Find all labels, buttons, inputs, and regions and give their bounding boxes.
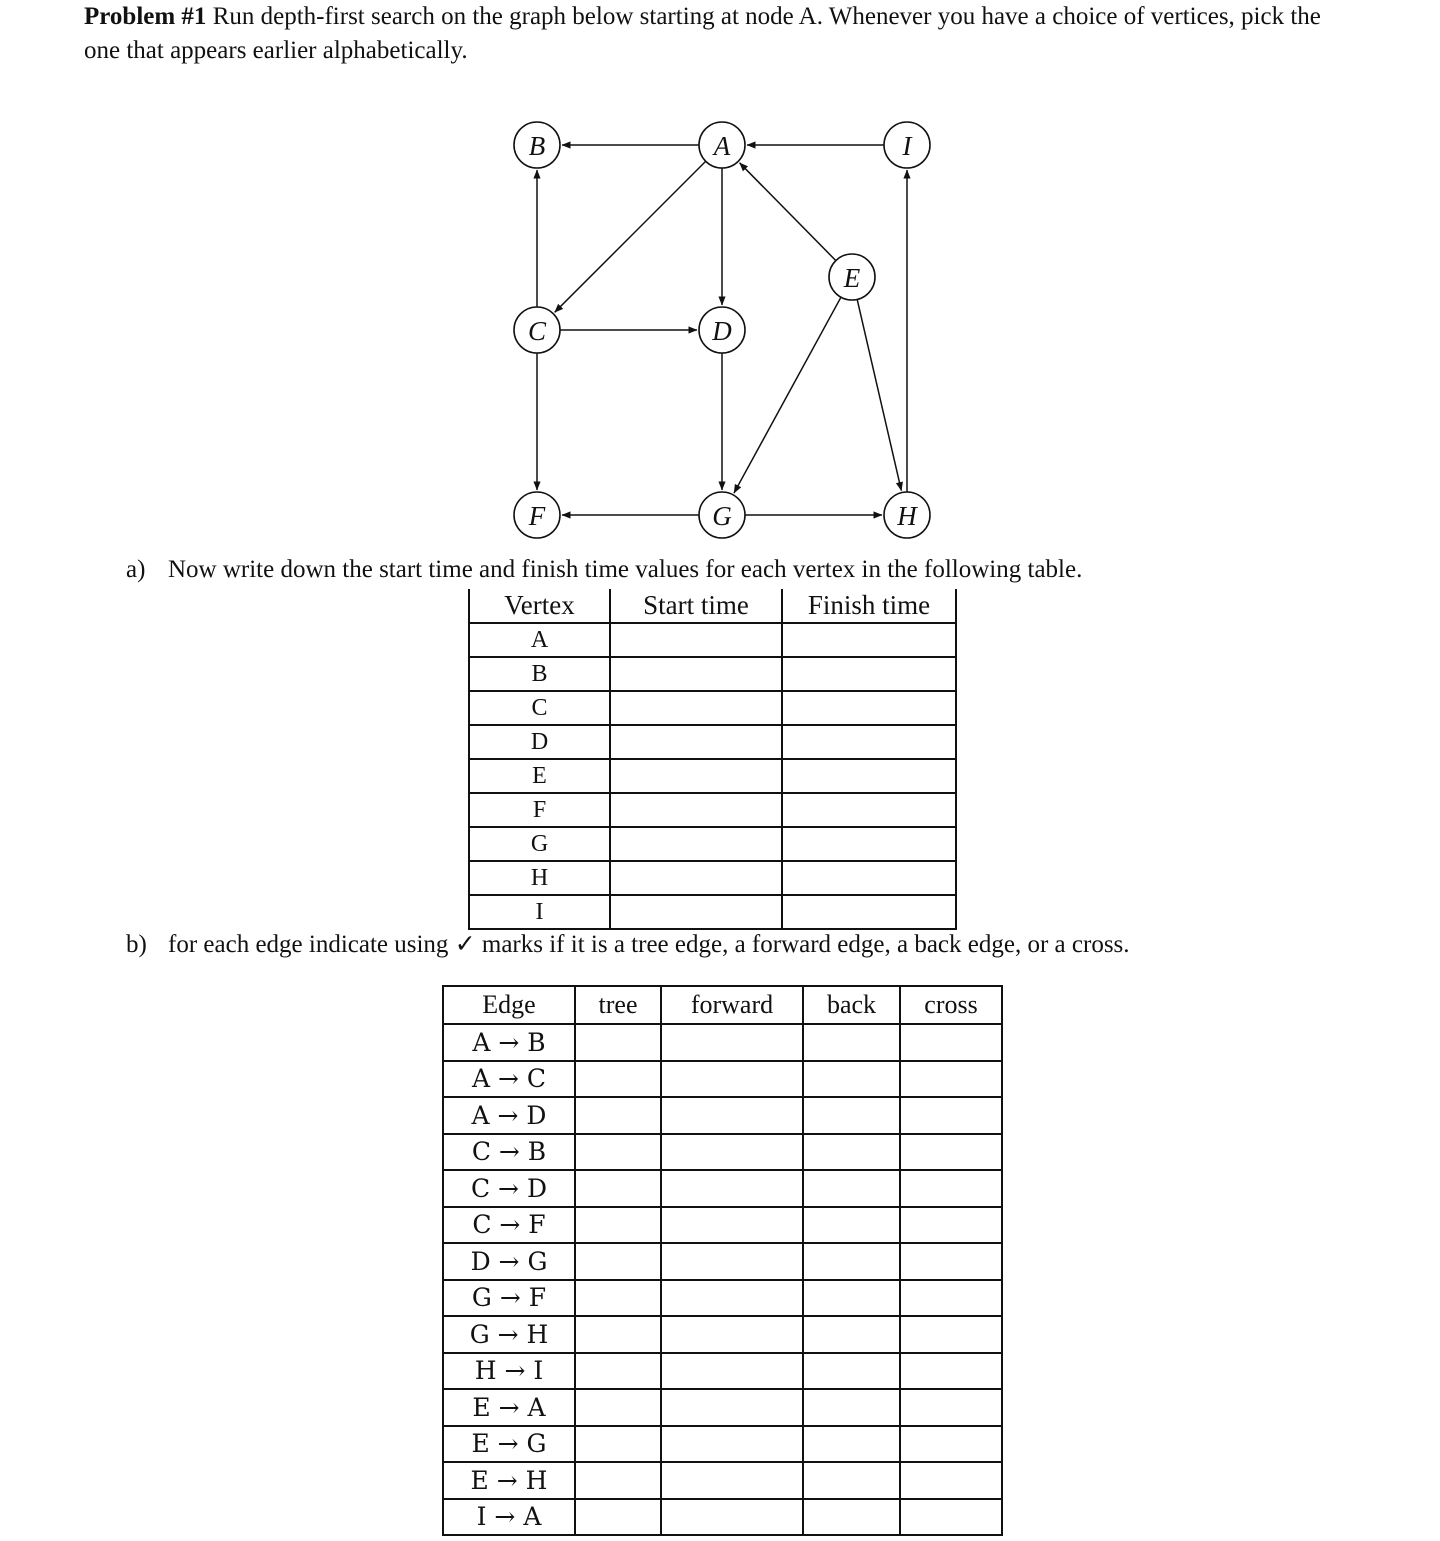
edge-name-cell: C → F	[443, 1207, 575, 1244]
start-time-cell[interactable]	[610, 793, 782, 827]
dfs-graph	[0, 0, 1440, 560]
tree-cell[interactable]	[575, 1499, 661, 1536]
vertex-table-row	[469, 691, 956, 725]
node-i	[884, 122, 930, 168]
node-label: B	[528, 131, 546, 161]
node-label: F	[528, 501, 546, 531]
vertex-table-row	[469, 827, 956, 861]
forward-cell[interactable]	[661, 1316, 803, 1353]
node-e	[829, 254, 875, 300]
edge-e-g	[734, 297, 841, 493]
forward-cell[interactable]	[661, 1170, 803, 1207]
start-time-cell[interactable]	[610, 691, 782, 725]
cross-cell[interactable]	[900, 1280, 1002, 1317]
checkmark-icon: ✓	[454, 929, 476, 958]
forward-cell[interactable]	[661, 1097, 803, 1134]
finish-time-cell[interactable]	[782, 691, 956, 725]
vertex-table-row	[469, 861, 956, 895]
edge-table-row	[443, 1426, 1002, 1463]
node-b	[514, 122, 560, 168]
cross-cell[interactable]	[900, 1134, 1002, 1171]
tree-cell[interactable]	[575, 1207, 661, 1244]
vertex-time-table	[468, 589, 957, 930]
finish-time-cell[interactable]	[782, 793, 956, 827]
edge-name-cell: G → H	[443, 1316, 575, 1353]
cross-cell[interactable]	[900, 1316, 1002, 1353]
edge-name-cell: H → I	[443, 1353, 575, 1390]
vertex-table-header: Start time	[610, 589, 782, 623]
edge-table-header: Edge	[443, 986, 575, 1024]
edge-name-cell: E → A	[443, 1389, 575, 1426]
node-label: A	[713, 131, 731, 161]
forward-cell[interactable]	[661, 1207, 803, 1244]
finish-time-cell[interactable]	[782, 759, 956, 793]
edge-table-row	[443, 1389, 1002, 1426]
back-cell[interactable]	[803, 1353, 900, 1390]
vertex-table-row	[469, 623, 956, 657]
node-f	[514, 492, 560, 538]
vertex-table-header: Vertex	[469, 589, 610, 623]
back-cell[interactable]	[803, 1316, 900, 1353]
cross-cell[interactable]	[900, 1097, 1002, 1134]
cross-cell[interactable]	[900, 1207, 1002, 1244]
edge-a-c	[555, 161, 706, 312]
back-cell[interactable]	[803, 1243, 900, 1280]
edge-table-row	[443, 1170, 1002, 1207]
forward-cell[interactable]	[661, 1389, 803, 1426]
part-b-number: b)	[126, 931, 147, 958]
edge-name-cell: A → C	[443, 1061, 575, 1098]
vertex-table-row	[469, 759, 956, 793]
edge-table-row	[443, 1061, 1002, 1098]
tree-cell[interactable]	[575, 1024, 661, 1061]
start-time-cell[interactable]	[610, 623, 782, 657]
node-label: D	[712, 316, 732, 346]
back-cell[interactable]	[803, 1389, 900, 1426]
edge-classification-table	[442, 985, 1003, 1536]
vertex-name-cell: D	[469, 725, 610, 759]
part-b-question	[126, 929, 1130, 960]
tree-cell[interactable]	[575, 1134, 661, 1171]
vertex-name-cell: B	[469, 657, 610, 691]
node-label: E	[843, 263, 861, 293]
edge-e-h	[857, 299, 901, 490]
vertex-table-row	[469, 895, 956, 929]
back-cell[interactable]	[803, 1024, 900, 1061]
node-a	[699, 122, 745, 168]
part-b-text-before: for each edge indicate using	[168, 931, 455, 958]
edge-table-row	[443, 1024, 1002, 1061]
back-cell[interactable]	[803, 1207, 900, 1244]
tree-cell[interactable]	[575, 1170, 661, 1207]
cross-cell[interactable]	[900, 1426, 1002, 1463]
node-label: G	[712, 501, 732, 531]
finish-time-cell[interactable]	[782, 861, 956, 895]
forward-cell[interactable]	[661, 1353, 803, 1390]
edge-table-row	[443, 1353, 1002, 1390]
part-a-number: a)	[126, 556, 146, 583]
edge-table-row	[443, 1316, 1002, 1353]
tree-cell[interactable]	[575, 1097, 661, 1134]
edge-name-cell: E → G	[443, 1426, 575, 1463]
edge-table-row	[443, 1243, 1002, 1280]
node-d	[699, 307, 745, 353]
part-a-text: Now write down the start time and finish time values for each vertex in the following table.	[168, 556, 1083, 583]
vertex-name-cell: F	[469, 793, 610, 827]
tree-cell[interactable]	[575, 1353, 661, 1390]
edge-name-cell: C → B	[443, 1134, 575, 1171]
vertex-table-row	[469, 793, 956, 827]
forward-cell[interactable]	[661, 1061, 803, 1098]
vertex-name-cell: C	[469, 691, 610, 725]
edge-table-header: back	[803, 986, 900, 1024]
tree-cell[interactable]	[575, 1316, 661, 1353]
edge-name-cell: A → D	[443, 1097, 575, 1134]
node-label: I	[902, 131, 912, 161]
start-time-cell[interactable]	[610, 725, 782, 759]
vertex-name-cell: I	[469, 895, 610, 929]
tree-cell[interactable]	[575, 1426, 661, 1463]
forward-cell[interactable]	[661, 1024, 803, 1061]
back-cell[interactable]	[803, 1134, 900, 1171]
tree-cell[interactable]	[575, 1243, 661, 1280]
problem-text: Run depth-first search on the graph below starting at node A. Whenever you have a choice of vertices, pick the one that appears earlier alphabetically.	[84, 3, 1321, 64]
vertex-name-cell: H	[469, 861, 610, 895]
node-h	[884, 492, 930, 538]
back-cell[interactable]	[803, 1426, 900, 1463]
cross-cell[interactable]	[900, 1389, 1002, 1426]
cross-cell[interactable]	[900, 1024, 1002, 1061]
vertex-table-row	[469, 657, 956, 691]
edge-table-header: cross	[900, 986, 1002, 1024]
edge-name-cell: G → F	[443, 1280, 575, 1317]
cross-cell[interactable]	[900, 1353, 1002, 1390]
edge-name-cell: D → G	[443, 1243, 575, 1280]
part-a-question	[126, 555, 1082, 585]
back-cell[interactable]	[803, 1280, 900, 1317]
tree-cell[interactable]	[575, 1462, 661, 1499]
node-label: C	[527, 316, 547, 346]
forward-cell[interactable]	[661, 1280, 803, 1317]
part-b-text-after: marks if it is a tree edge, a forward edge, a back edge, or a cross.	[475, 931, 1130, 958]
cross-cell[interactable]	[900, 1170, 1002, 1207]
back-cell[interactable]	[803, 1061, 900, 1098]
start-time-cell[interactable]	[610, 759, 782, 793]
forward-cell[interactable]	[661, 1462, 803, 1499]
tree-cell[interactable]	[575, 1280, 661, 1317]
edge-table-row	[443, 1280, 1002, 1317]
back-cell[interactable]	[803, 1499, 900, 1536]
back-cell[interactable]	[803, 1097, 900, 1134]
edge-table-header: tree	[575, 986, 661, 1024]
node-c	[514, 307, 560, 353]
finish-time-cell[interactable]	[782, 895, 956, 929]
cross-cell[interactable]	[900, 1243, 1002, 1280]
edge-table-header: forward	[661, 986, 803, 1024]
edge-table-row	[443, 1462, 1002, 1499]
forward-cell[interactable]	[661, 1134, 803, 1171]
cross-cell[interactable]	[900, 1499, 1002, 1536]
edge-name-cell: A → B	[443, 1024, 575, 1061]
edge-table-row	[443, 1207, 1002, 1244]
vertex-name-cell: G	[469, 827, 610, 861]
finish-time-cell[interactable]	[782, 725, 956, 759]
edge-name-cell: I → A	[443, 1499, 575, 1536]
cross-cell[interactable]	[900, 1061, 1002, 1098]
problem-heading: Problem #1	[84, 3, 207, 30]
tree-cell[interactable]	[575, 1061, 661, 1098]
vertex-table-row	[469, 725, 956, 759]
finish-time-cell[interactable]	[782, 623, 956, 657]
start-time-cell[interactable]	[610, 827, 782, 861]
edge-table-row	[443, 1097, 1002, 1134]
edge-name-cell: E → H	[443, 1462, 575, 1499]
forward-cell[interactable]	[661, 1243, 803, 1280]
start-time-cell[interactable]	[610, 895, 782, 929]
cross-cell[interactable]	[900, 1462, 1002, 1499]
vertex-table-header: Finish time	[782, 589, 956, 623]
finish-time-cell[interactable]	[782, 827, 956, 861]
node-label: H	[897, 501, 917, 531]
finish-time-cell[interactable]	[782, 657, 956, 691]
edge-name-cell: C → D	[443, 1170, 575, 1207]
forward-cell[interactable]	[661, 1426, 803, 1463]
node-g	[699, 492, 745, 538]
edge-table-row	[443, 1134, 1002, 1171]
tree-cell[interactable]	[575, 1389, 661, 1426]
back-cell[interactable]	[803, 1170, 900, 1207]
edge-e-a	[740, 163, 836, 261]
back-cell[interactable]	[803, 1462, 900, 1499]
start-time-cell[interactable]	[610, 657, 782, 691]
forward-cell[interactable]	[661, 1499, 803, 1536]
vertex-name-cell: A	[469, 623, 610, 657]
vertex-name-cell: E	[469, 759, 610, 793]
start-time-cell[interactable]	[610, 861, 782, 895]
edge-table-row	[443, 1499, 1002, 1536]
